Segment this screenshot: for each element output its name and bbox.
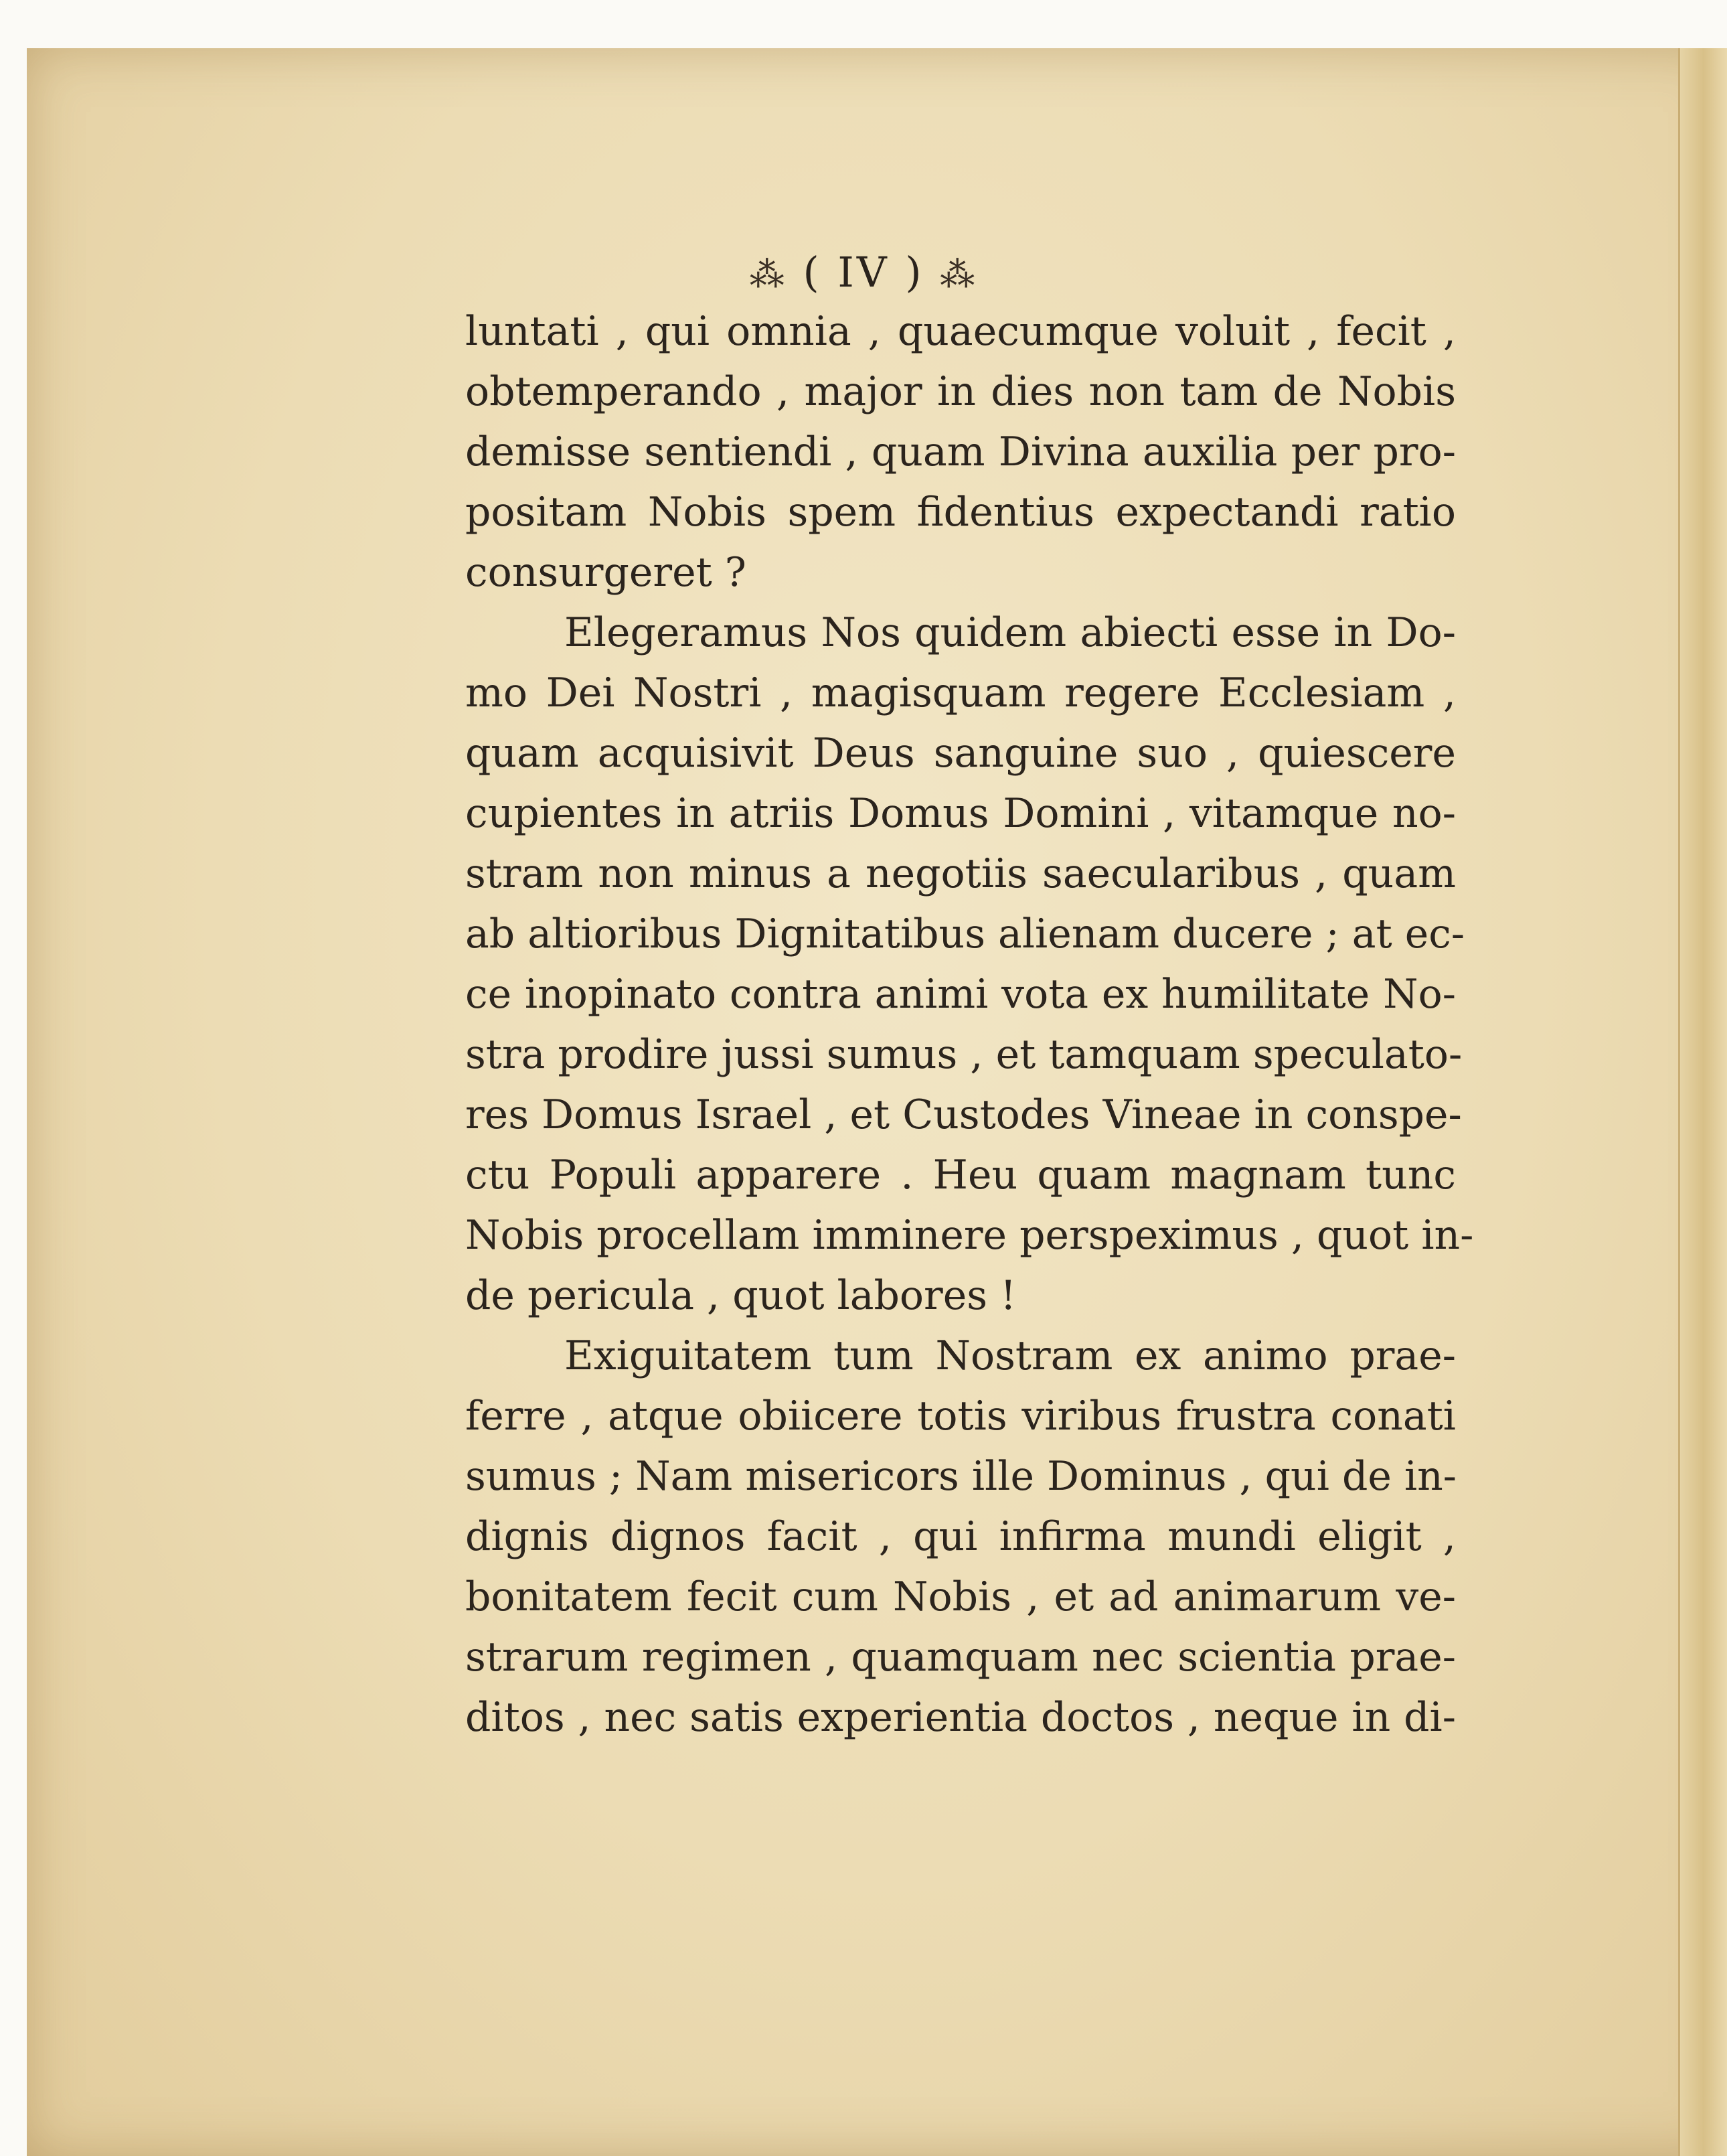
- text-line: luntati , qui omnia , quaecumque voluit , fecit ,: [465, 308, 1456, 355]
- text-line: obtemperando , major in dies non tam de Nobis: [465, 368, 1456, 415]
- left-ornament-icon: ⁂: [749, 255, 787, 295]
- text-line: ditos , nec satis experientia doctos , neque in di-: [465, 1694, 1456, 1741]
- text-line: consurgeret ?: [465, 549, 746, 596]
- text-line: ctu Populi apparere . Heu quam magnam tunc: [465, 1152, 1456, 1199]
- text-line: stram non minus a negotiis saecularibus , quam: [465, 850, 1456, 897]
- text-line: Nobis procellam imminere perspeximus , quot in-: [465, 1212, 1474, 1259]
- page-edge-shadow: [1678, 48, 1727, 2156]
- text-line: de pericula , quot labores !: [465, 1272, 1017, 1319]
- text-line: bonitatem fecit cum Nobis , et ad animarum ve-: [465, 1573, 1456, 1620]
- page-number: ( IV ): [803, 248, 924, 297]
- text-line: strarum regimen , quamquam nec scientia prae-: [465, 1634, 1456, 1681]
- text-line: stra prodire jussi sumus , et tamquam speculato-: [465, 1031, 1463, 1078]
- text-line: ab altioribus Dignitatibus alienam ducere ; at ec-: [465, 911, 1465, 957]
- text-line: Elegeramus Nos quidem abiecti esse in Do-: [564, 609, 1456, 656]
- text-line: positam Nobis spem fidentius expectandi ratio: [465, 489, 1456, 536]
- body-text: [465, 301, 1474, 1748]
- page-header: [0, 248, 1727, 297]
- text-line: Exiguitatem tum Nostram ex animo prae-: [564, 1332, 1456, 1379]
- text-line: quam acquisivit Deus sanguine suo , quiescere: [465, 730, 1456, 777]
- text-line: ce inopinato contra animi vota ex humilitate No-: [465, 971, 1456, 1018]
- text-line: sumus ; Nam misericors ille Dominus , qui de in-: [465, 1453, 1457, 1500]
- text-line: cupientes in atriis Domus Domini , vitamque no-: [465, 790, 1456, 837]
- text-line: demisse sentiendi , quam Divina auxilia per pro-: [465, 429, 1456, 475]
- text-line: ferre , atque obiicere totis viribus frustra conati: [465, 1393, 1456, 1440]
- right-ornament-icon: ⁂: [940, 255, 978, 295]
- text-line: mo Dei Nostri , magisquam regere Ecclesiam ,: [465, 670, 1456, 716]
- text-line: dignis dignos facit , qui infirma mundi eligit ,: [465, 1513, 1456, 1560]
- text-line: res Domus Israel , et Custodes Vineae in conspe-: [465, 1091, 1462, 1138]
